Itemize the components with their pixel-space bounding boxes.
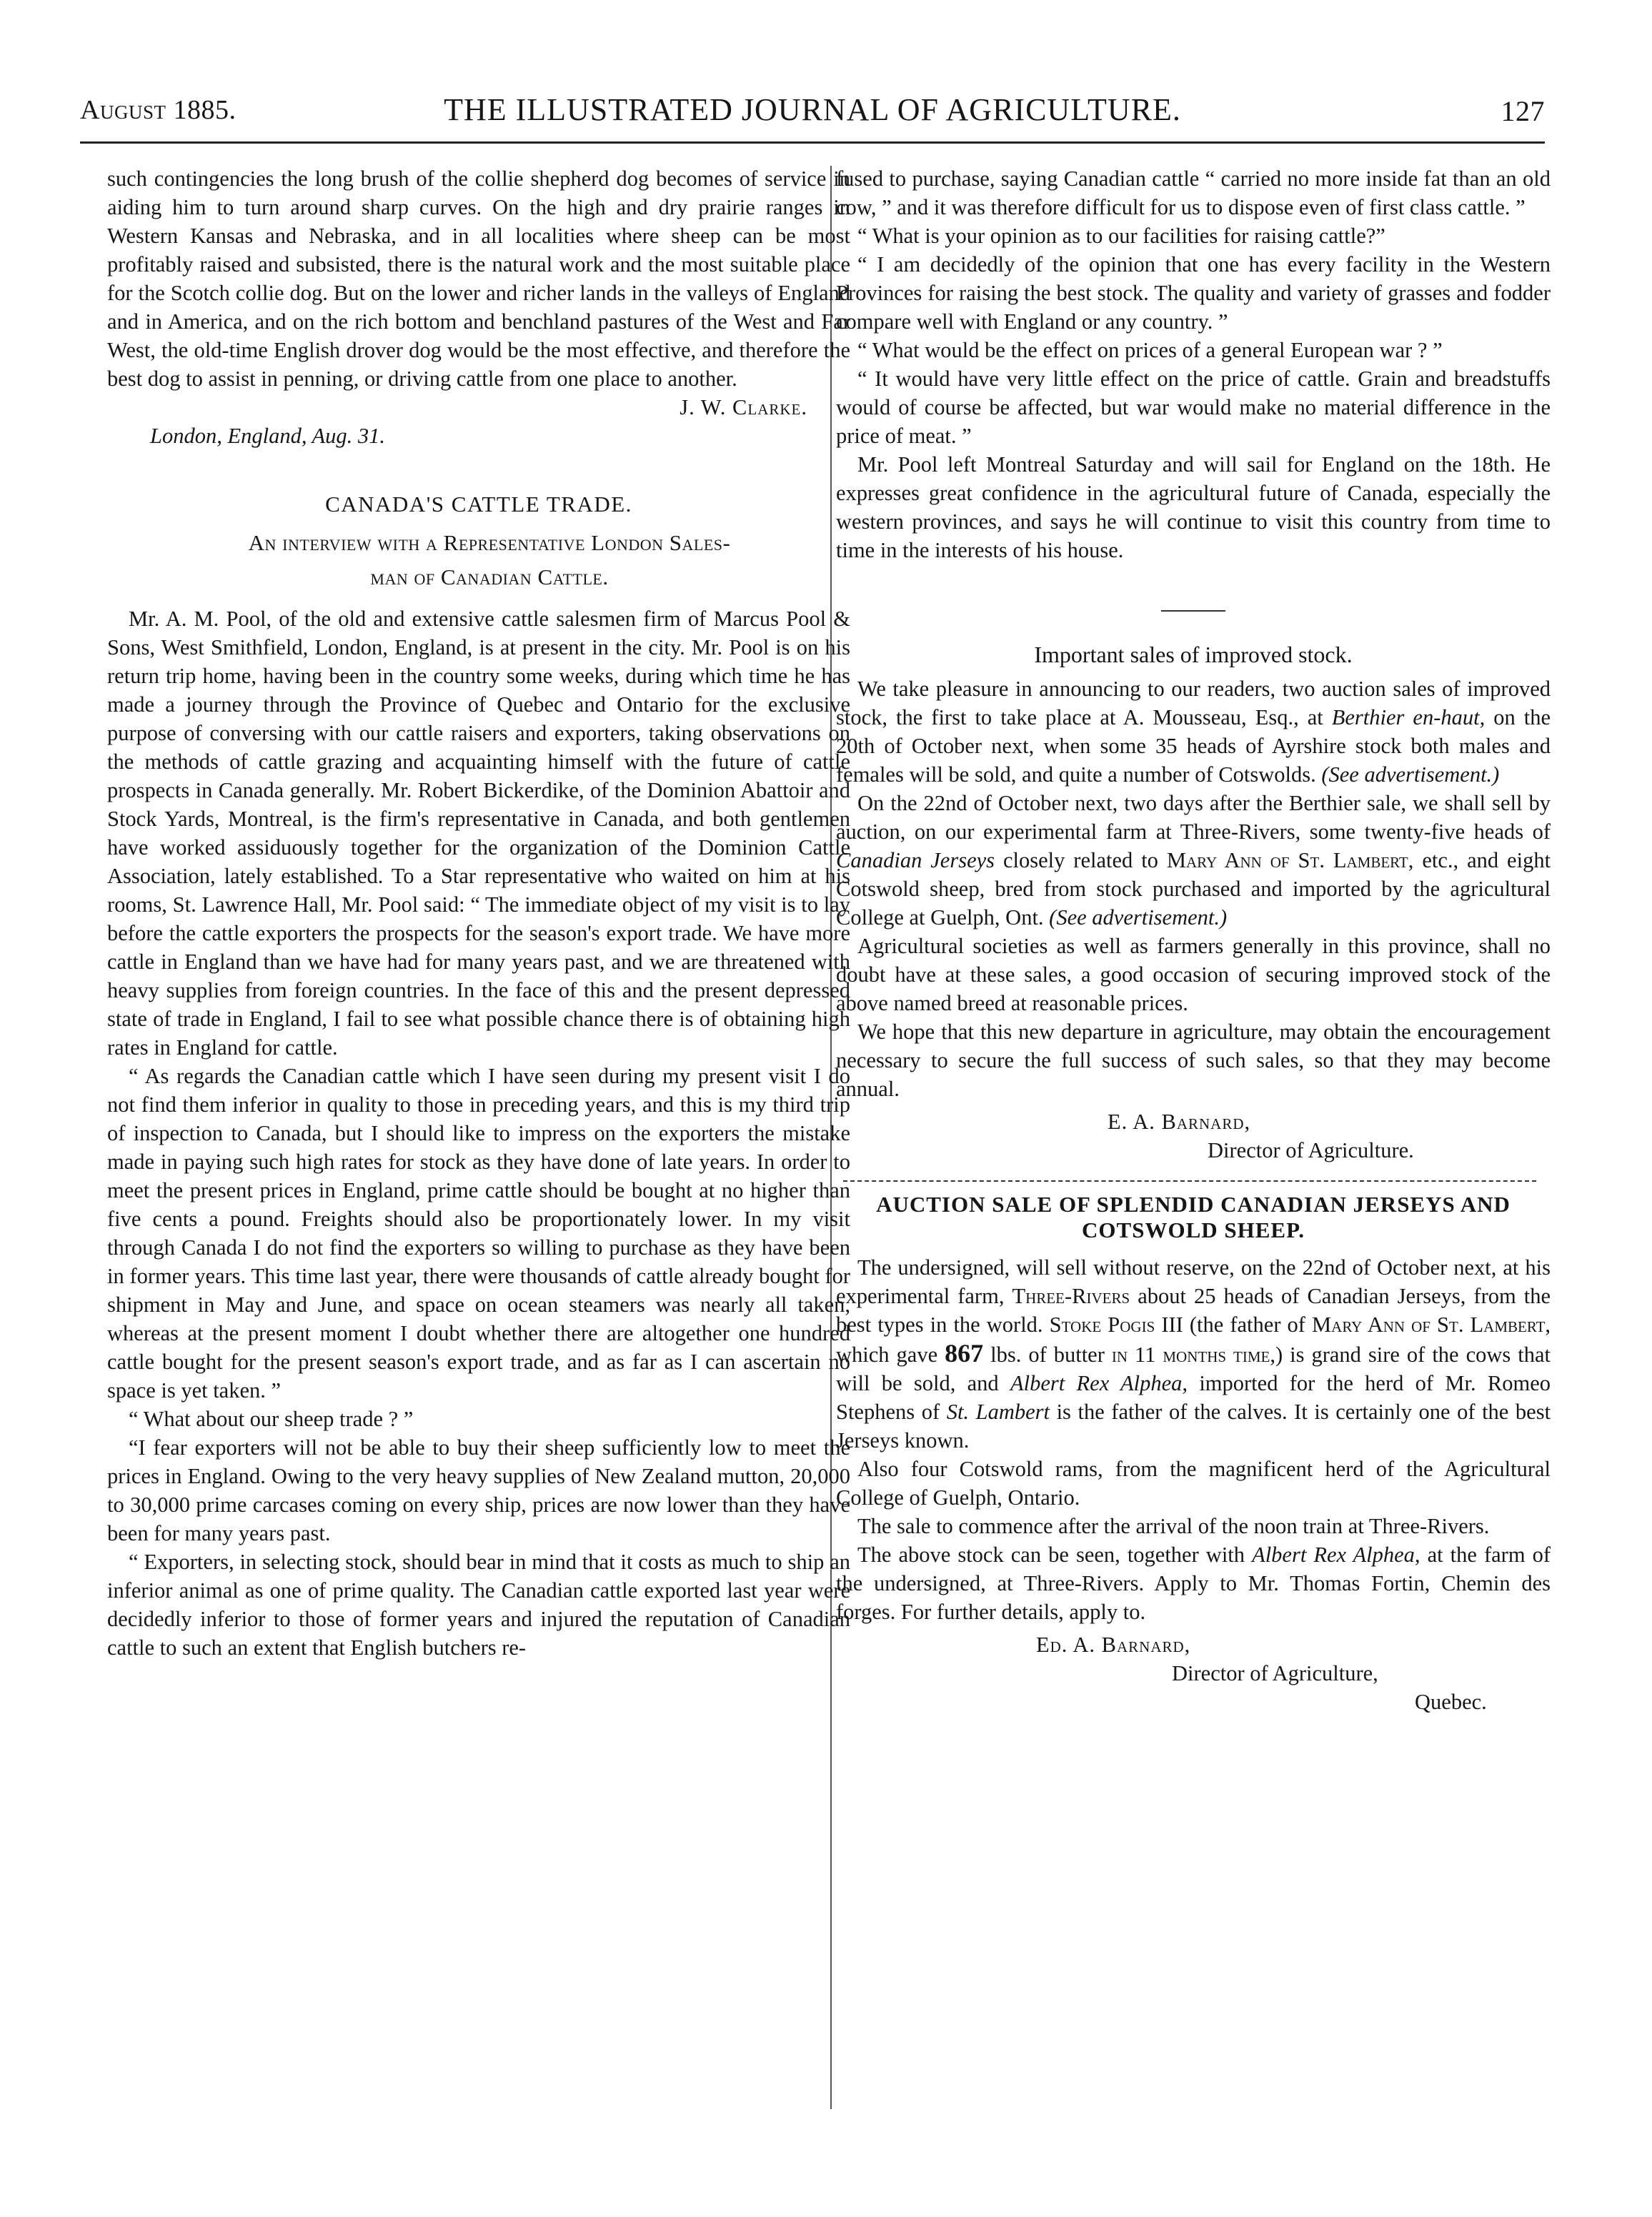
auction-paragraph: The above stock can be seen, together with Albert Rex Alphea, at the farm of the undersigned, at Three-Rivers. Apply to Mr. Thomas Fortin, Chemin des forges. For further details, apply to. (836, 1543, 1551, 1624)
article-paragraph: “ Exporters, in selecting stock, should bear in mind that it costs as much to ship an inferior animal as one of prime quality. The Canadian cattle exported last year were decidedly inferior to those of former years and injured the reputation of Canadian cattle to such an extent that English butchers re- (107, 1550, 850, 1660)
auction-paragraph: The sale to commence after the arrival of the noon train at Three-Rivers. (857, 1514, 1490, 1538)
article-continuation: fused to purchase, saying Canadian cattle “ carried no more inside fat than an old cow, ” and it was therefore difficult for us to dispose even of first class cattle. ” (836, 166, 1551, 219)
sales-paragraph: Agricultural societies as well as farmers generally in this province, shall no doubt have at these sales, a good occasion of securing improved stock of the above named breed at reasonable prices. (836, 934, 1551, 1015)
article-paragraph: “ What about our sheep trade ? ” (129, 1407, 414, 1431)
article-dateline: London, England, Aug. 31. (150, 424, 386, 448)
article-closing: Mr. Pool left Montreal Saturday and will sail for England on the 18th. He expresses great confidence in the agricultural future of Canada, especially the western provinces, and says he will continue to visit this country from time to time in the interests of his house. (836, 452, 1551, 562)
article-title: CANADA'S CATTLE TRADE. (325, 492, 632, 517)
auction-notice-title: AUCTION SALE OF SPLENDID CANADIAN JERSEYS AND COTSWOLD SHEEP. (876, 1192, 1511, 1242)
section-separator (1161, 610, 1225, 612)
left-column (107, 164, 850, 1662)
sales-paragraph: We hope that this new departure in agriculture, may obtain the encouragement necessary to secure the full success of such sales, so that they may become annual. (836, 1020, 1551, 1101)
sales-notice-title: Important sales of improved stock. (1034, 642, 1353, 667)
article-paragraph: Mr. A. M. Pool, of the old and extensive cattle salesmen firm of Marcus Pool & Sons, West Smithfield, London, England, is at present in the city. Mr. Pool is on his return trip home, having been in the country some weeks, during which time he has made a journey through the Province of Quebec and Ontario for the exclusive purpose of conversing with our cattle raisers and exporters, taking observations on the methods of cattle grazing and acquainting himself with the future of cattle prospects in Canada generally. Mr. Robert Bickerdike, of the Dominion Abattoir and Stock Yards, Montreal, is the firm's representative in Canada, and both gentlemen have worked assiduously together for the organization of the Dominion Cattle Association, lately established. To a Star representative who waited on him at his rooms, St. Lawrence Hall, Mr. Pool said: “ The immediate object of my visit is to lay before the cattle exporters the prospects for the season's export trade. We have more cattle in England than we have had for many years past, and we are threatened with heavy supplies from foreign countries. In the face of this and the present depressed state of trade in England, I fail to see what possible chance there is of obtaining high rates in England for cattle. (107, 607, 850, 1060)
interview-answer: “ It would have very little effect on the price of cattle. Grain and breadstuffs would of course be affected, but war would make no material difference in the price of meat. ” (836, 367, 1551, 448)
journal-title: THE ILLUSTRATED JOURNAL OF AGRICULTURE. (444, 92, 1181, 127)
article-subtitle-line-1: An interview with a Representative London Sales- (248, 530, 731, 555)
page-number: 127 (1501, 95, 1545, 127)
interview-question: “ What is your opinion as to our facilities for raising cattle?” (857, 224, 1385, 248)
director-signature: E. A. Barnard, Director of Agriculture. (1108, 1110, 1414, 1162)
sales-paragraph: On the 22nd of October next, two days after the Berthier sale, we shall sell by auction, on our experimental farm at Three-Rivers, some twenty-five heads of Canadian Jerseys closely related to Mary Ann of St. Lambert, etc., and eight Cotswold sheep, bred from stock purchased and imported by the agricultural College at Guelph, Ont. (See advertisement.) (836, 791, 1551, 930)
sales-paragraph: We take pleasure in announcing to our readers, two auction sales of improved stock, the first to take place at A. Mousseau, Esq., at Berthier en-haut, on the 20th of October next, when some 35 heads of Ayrshire stock both males and females will be sold, and quite a number of Cotswolds. (See advertisement.) (836, 677, 1551, 787)
article-paragraph: “I fear exporters will not be able to buy their sheep sufficiently low to meet the prices in England. Owing to the very heavy supplies of New Zealand mutton, 20,000 to 30,000 prime carcases coming on every ship, prices are now lower than they have been for many years past. (107, 1435, 850, 1545)
interview-answer: “ I am decidedly of the opinion that one has every facility in the Western Provinces for raising the best stock. The quality and variety of grasses and fodder compare well with England or any country. ” (836, 252, 1551, 334)
author-signature: J. W. Clarke. (680, 395, 807, 419)
header-date: August 1885. (80, 95, 237, 125)
auction-paragraph: The undersigned, will sell without reserve, on the 22nd of October next, at his experimental farm, Three-Rivers about 25 heads of Canadian Jerseys, from the best types in the world. Stoke Pogis III (the father of Mary Ann of St. Lambert, which gave 867 lbs. of butter in 11 months time,) is grand sire of the cows that will be sold, and Albert Rex Alphea, imported for the herd of Mr. Romeo Stephens of St. Lambert is the father of the calves. It is certainly one of the best Jerseys known. (836, 1255, 1551, 1453)
auction-paragraph: Also four Cotswold rams, from the magnificent herd of the Agricultural College of Guelph, Ontario. (836, 1457, 1551, 1510)
right-column (836, 164, 1551, 1716)
auction-signature: Ed. A. Barnard, Director of Agriculture, Quebec. (1036, 1633, 1487, 1714)
article-paragraph: “ As regards the Canadian cattle which I have seen during my present visit I do not find them inferior in quality to those in preceding years, and this is my third trip of inspection to Canada, but I should like to impress on the exporters the mistake made in paying such high rates for stock as they have done of late years. In order to meet the present prices in England, prime cattle should be bought at no higher than five cents a pound. Freights should also be proportionately lower. In my visit through Canada I do not find the exporters so willing to purchase as they have been in former years. This time last year, there were thousands of cattle already bought for shipment in May and June, and space on ocean steamers was nearly all taken, whereas at the present moment I doubt whether there are altogether one hundred cattle bought for the present season's export trade, and as far as I can ascertain no space is yet taken. ” (107, 1064, 850, 1403)
article-subtitle-line-2: man of Canadian Cattle. (370, 564, 609, 589)
notice-separator (843, 1180, 1536, 1182)
interview-question: “ What would be the effect on prices of a general European war ? ” (857, 338, 1443, 362)
header-rule (80, 141, 1545, 144)
collie-article-ending: such contingencies the long brush of the collie shepherd dog becomes of service in aiding him to turn around sharp curves. On the high and dry prairie ranges in Western Kansas and Nebraska, and in all localities where sheep can be most profitably raised and subsisted, there is the natural work and the most suitable place for the Scotch collie dog. But on the lower and richer lands in the valleys of England and in America, and on the rich bottom and benchland pastures of the West and Far West, the old-time English drover dog would be the most effective, and therefore the best dog to assist in penning, or driving cattle from one place to another. (107, 166, 850, 391)
running-header (80, 87, 1545, 137)
